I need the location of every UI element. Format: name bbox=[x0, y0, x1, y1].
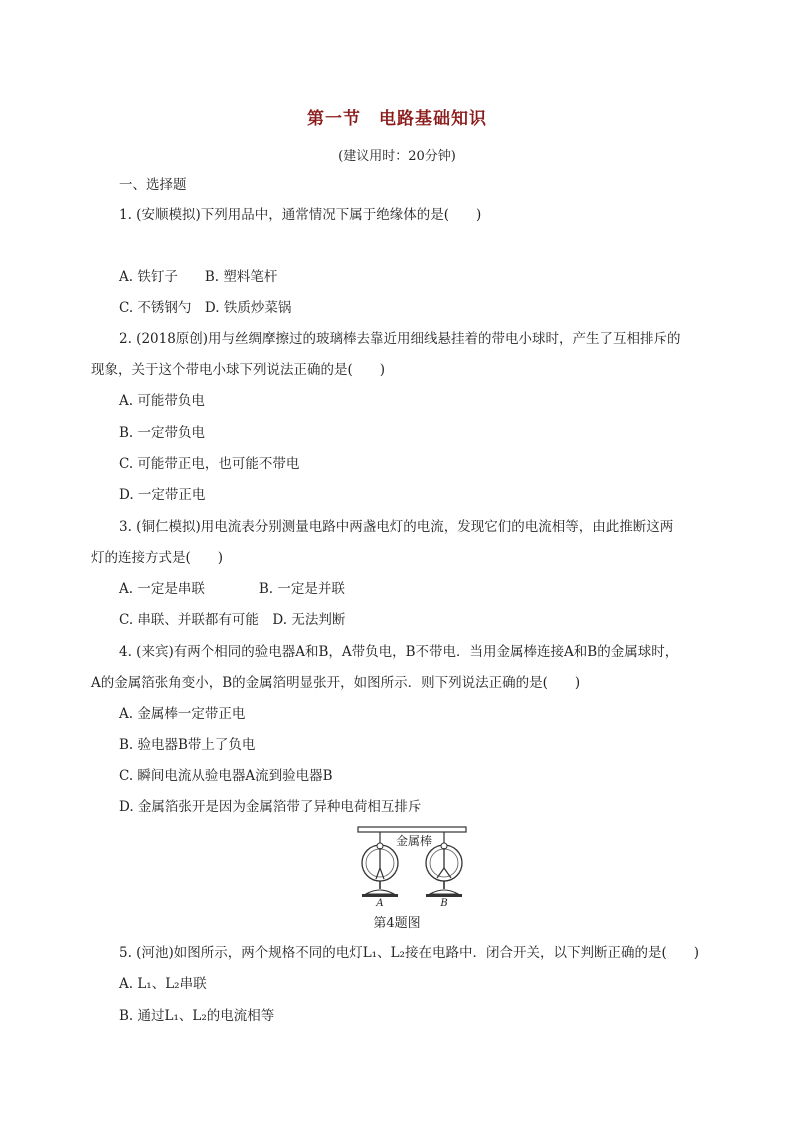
q1-options-cd: C. 不锈钢勺 D. 铁质炒菜锅 bbox=[119, 300, 292, 316]
figure-caption: 第4题图 bbox=[373, 916, 421, 931]
q2-option-a: A. 可能带负电 bbox=[119, 393, 205, 409]
q5-stem: 5. (河池)如图所示，两个规格不同的电灯L₁、L₂接在电路中．闭合开关，以下判断正确的是( ) bbox=[119, 945, 699, 961]
q3-stem-line1: 3. (铜仁模拟)用电流表分别测量电路中两盏电灯的电流，发现它们的电流相等，由此推断这两 bbox=[119, 519, 674, 535]
q2-stem-line2: 现象，关于这个带电小球下列说法正确的是( ) bbox=[91, 362, 386, 378]
q3-options-cd: C. 串联、并联都有可能 D. 无法判断 bbox=[119, 612, 346, 628]
suggested-time: (建议用时：20分钟) bbox=[338, 149, 456, 164]
electroscope-figure bbox=[356, 822, 468, 908]
q4-option-a: A. 金属棒一定带正电 bbox=[119, 706, 246, 722]
label-a: A bbox=[376, 898, 384, 908]
q4-option-b: B. 验电器B带上了负电 bbox=[119, 737, 256, 753]
q2-option-c: C. 可能带正电，也可能不带电 bbox=[119, 456, 300, 472]
label-b: B bbox=[440, 898, 448, 908]
q4-stem-line2: A的金属箔张角变小，B的金属箔明显张开，如图所示．则下列说法正确的是( ) bbox=[91, 675, 581, 691]
q5-option-a: A. L₁、L₂串联 bbox=[119, 976, 207, 992]
electroscope-b bbox=[426, 843, 462, 897]
metal-rod bbox=[358, 827, 466, 832]
q4-option-d: D. 金属箔张开是因为金属箔带了异种电荷相互排斥 bbox=[119, 799, 422, 815]
section-heading: 一、选择题 bbox=[119, 177, 187, 193]
page-title: 第一节 电路基础知识 bbox=[307, 109, 487, 129]
q4-option-c: C. 瞬间电流从验电器A流到验电器B bbox=[119, 768, 333, 784]
q5-option-b: B. 通过L₁、L₂的电流相等 bbox=[119, 1008, 275, 1024]
q1-options-ab: A. 铁钉子 B. 塑料笔杆 bbox=[119, 269, 278, 285]
q2-option-d: D. 一定带正电 bbox=[119, 487, 206, 503]
q2-option-b: B. 一定带负电 bbox=[119, 425, 206, 441]
electroscope-a bbox=[362, 843, 398, 897]
rod-label: 金属棒 bbox=[395, 834, 433, 848]
q2-stem-line1: 2. (2018原创)用与丝绸摩擦过的玻璃棒去靠近用细线悬挂着的带电小球时，产生了互相排斥的 bbox=[119, 331, 681, 347]
q3-stem-line2: 灯的连接方式是( ) bbox=[91, 550, 224, 566]
q4-stem-line1: 4. (来宾)有两个相同的验电器A和B，A带负电，B不带电．当用金属棒连接A和B的金属球时， bbox=[119, 644, 679, 660]
q3-options-ab: A. 一定是串联 B. 一定是并联 bbox=[119, 581, 345, 597]
q1-stem: 1. (安顺模拟)下列用品中，通常情况下属于绝缘体的是( ) bbox=[119, 207, 482, 223]
